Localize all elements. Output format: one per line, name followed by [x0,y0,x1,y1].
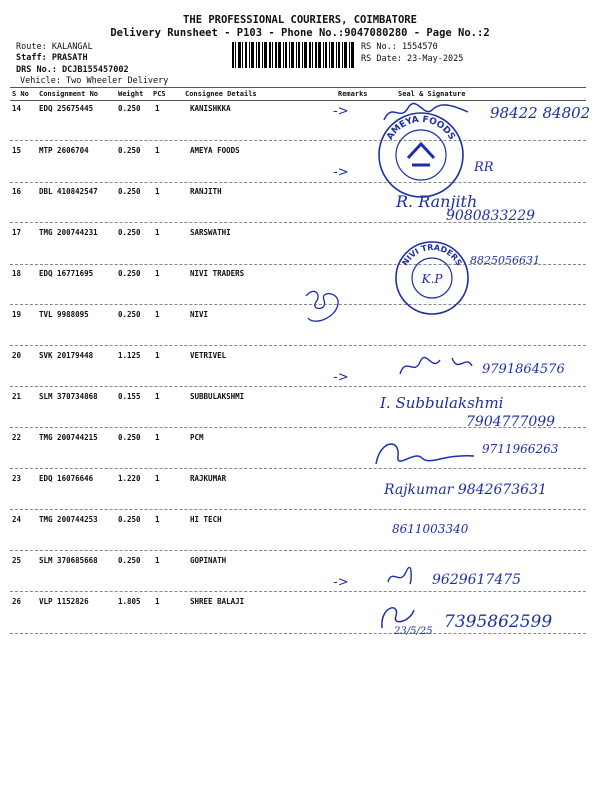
row-24-consignment: TMG 200744253 [39,515,98,524]
row-24-pcs: 1 [155,515,160,524]
row-20-weight: 1.125 [118,351,141,360]
row-24-weight: 0.250 [118,515,141,524]
handwritten-phone-16: 9080833229 [446,208,536,224]
svg-text:K.P: K.P [421,272,443,286]
row-15-consignee: AMEYA FOODS [190,146,240,155]
handwritten-name-phone-23: Rajkumar 9842673631 [384,482,547,498]
handwritten-date-26: 23/5/25 [394,626,433,637]
row-15-weight: 0.250 [118,146,141,155]
row-18-consignment: EDQ 16771695 [39,269,94,278]
staff-label: Staff: PRASATH [16,53,88,63]
header-rule-top [10,87,586,88]
row-divider [10,304,586,305]
row-divider [10,468,586,469]
row-21-sno: 21 [12,392,22,401]
row-25-consignee: GOPINATH [190,556,227,565]
row-divider [10,509,586,510]
handwritten-name-16: R. Ranjith [396,192,478,211]
row-23-pcs: 1 [155,474,160,483]
handwritten-phone-26: 7395862599 [444,612,553,632]
row-14-consignee: KANISHKKA [190,104,231,113]
row-16-weight: 0.250 [118,187,141,196]
remark-arrow-icon: -> [333,370,349,385]
company-title: THE PROFESSIONAL COURIERS, COIMBATORE [183,14,417,26]
row-17-consignee: SARSWATHI [190,228,231,237]
row-16-consignee: RANJITH [190,187,222,196]
row-21-weight: 0.155 [118,392,141,401]
row-18-sno: 18 [12,269,22,278]
handwritten-initials-15: RR [474,160,494,175]
col-consignment: Consignment No [39,90,99,98]
row-15-sno: 15 [12,146,22,155]
row-25-consignment: SLM 370685668 [39,556,98,565]
header-rule-bottom [10,100,586,101]
remark-arrow-icon: -> [333,104,349,119]
row-19-consignment: TVL 9988095 [39,310,89,319]
signature-kanishkka [380,100,475,126]
row-18-pcs: 1 [155,269,160,278]
row-divider [10,386,586,387]
svg-text:NIVI TRADERS: NIVI TRADERS [400,242,464,268]
row-22-consignment: TMG 200744215 [39,433,98,442]
row-26-sno: 26 [12,597,22,606]
signature-gopinath [384,566,414,588]
row-23-consignment: EDQ 16076646 [39,474,94,483]
row-divider [10,591,586,592]
handwritten-phone-18: 8825056631 [470,254,540,267]
row-19-sno: 19 [12,310,22,319]
row-15-consignment: MTP 2606704 [39,146,89,155]
row-25-weight: 0.250 [118,556,141,565]
col-weight: Weight [118,90,144,98]
row-23-weight: 1.220 [118,474,141,483]
row-15-pcs: 1 [155,146,160,155]
drs-number: DRS No.: DCJB155457002 [16,65,129,75]
nivi-traders-stamp [394,240,470,316]
row-18-consignee: NIVI TRADERS [190,269,245,278]
vehicle-label: Vehicle: Two Wheeler Delivery [20,76,169,86]
row-17-weight: 0.250 [118,228,141,237]
row-14-sno: 14 [12,104,22,113]
row-24-consignee: HI TECH [190,515,222,524]
col-pcs: PCS [153,90,166,98]
row-20-sno: 20 [12,351,22,360]
remark-arrow-icon: -> [333,165,349,180]
row-16-consignment: DBL 410842547 [39,187,98,196]
row-divider [10,140,586,141]
handwritten-phone-20: 9791864576 [482,362,565,377]
row-16-pcs: 1 [155,187,160,196]
row-21-consignee: SUBBULAKSHMI [190,392,245,401]
row-20-consignment: SVK 20179448 [39,351,94,360]
remark-arrow-icon: -> [333,575,349,590]
handwritten-name-21: I. Subbulakshmi [380,394,504,412]
row-16-sno: 16 [12,187,22,196]
row-21-pcs: 1 [155,392,160,401]
row-21-consignment: SLM 370734868 [39,392,98,401]
row-14-weight: 0.250 [118,104,141,113]
signature-vetrivel [396,352,476,380]
row-19-consignee: NIVI [190,310,209,319]
col-seal-signature: Seal & Signature [398,90,466,98]
row-19-pcs: 1 [155,310,160,319]
col-sno: S No [12,90,29,98]
row-20-pcs: 1 [155,351,160,360]
signature-pcm [370,436,480,470]
rs-date: RS Date: 23-May-2025 [361,54,464,64]
row-26-consignee: SHREE BALAJI [190,597,245,606]
col-remarks: Remarks [338,90,368,98]
row-18-weight: 0.250 [118,269,141,278]
row-22-sno: 22 [12,433,22,442]
row-26-pcs: 1 [155,597,160,606]
row-divider [10,550,586,551]
row-17-pcs: 1 [155,228,160,237]
row-25-sno: 25 [12,556,22,565]
row-19-weight: 0.250 [118,310,141,319]
row-divider [10,182,586,183]
row-14-pcs: 1 [155,104,160,113]
row-divider [10,633,586,634]
row-26-weight: 1.805 [118,597,141,606]
row-divider [10,345,586,346]
col-consignee: Consignee Details [185,90,257,98]
row-14-consignment: EDQ 25675445 [39,104,94,113]
row-22-consignee: PCM [190,433,204,442]
row-25-pcs: 1 [155,556,160,565]
row-17-consignment: TMG 200744231 [39,228,98,237]
row-22-weight: 0.250 [118,433,141,442]
barcode [232,42,354,68]
row-23-sno: 23 [12,474,22,483]
signature-nivi [300,288,346,328]
row-22-pcs: 1 [155,433,160,442]
handwritten-phone-24: 8611003340 [392,522,469,536]
row-26-consignment: VLP 1152826 [39,597,89,606]
runsheet-subtitle: Delivery Runsheet - P103 - Phone No.:9047080280 - Page No.:2 [110,27,490,39]
row-20-consignee: VETRIVEL [190,351,227,360]
row-23-consignee: RAJKUMAR [190,474,227,483]
row-17-sno: 17 [12,228,22,237]
handwritten-phone-22: 9711966263 [482,442,559,456]
handwritten-phone-14: 98422 84802 [490,104,591,122]
handwritten-phone-21: 7904777099 [466,414,556,430]
svg-text:AMEYA FOODS: AMEYA FOODS [385,114,457,142]
rs-number: RS No.: 1554570 [361,42,438,52]
row-24-sno: 24 [12,515,22,524]
route-label: Route: KALANGAL [16,42,93,52]
handwritten-phone-25: 9629617475 [432,572,522,588]
